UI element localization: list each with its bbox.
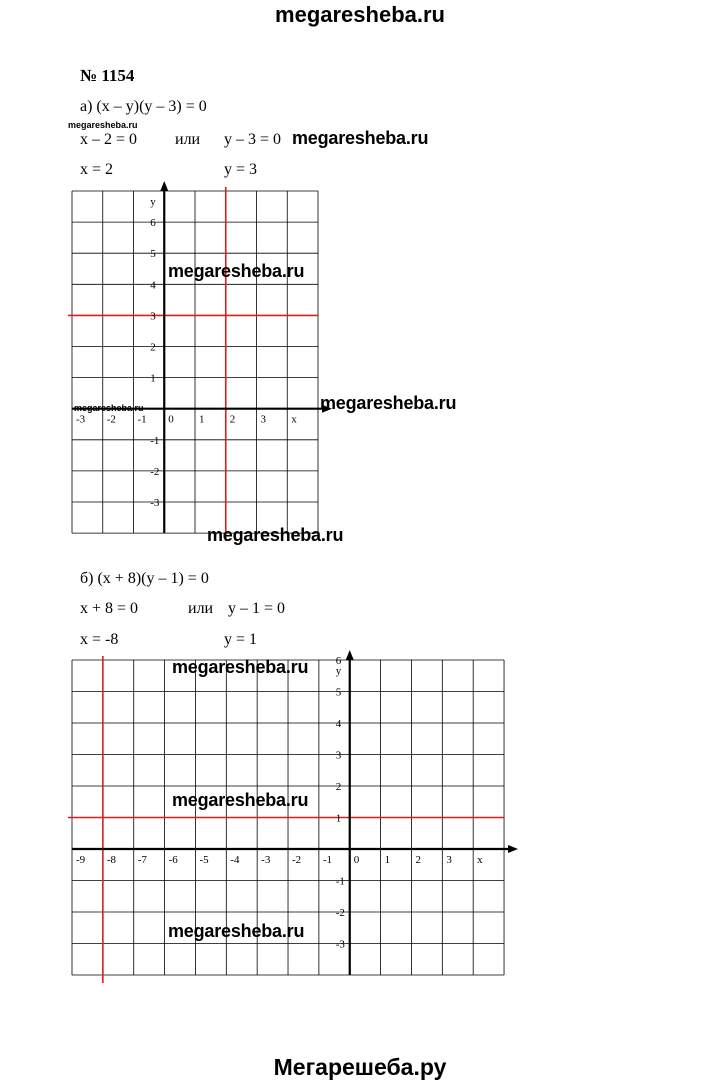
x-tick-label: 3: [446, 854, 452, 866]
part-a-right-equation: y – 3 = 0: [224, 131, 282, 148]
part-a-right-solution: y = 3: [224, 161, 258, 178]
part-b-left-equation: x + 8 = 0: [80, 600, 139, 617]
x-tick-label: -1: [137, 413, 147, 426]
x-tick-label: -7: [137, 854, 147, 866]
y-tick-label: 1: [335, 812, 342, 825]
x-tick-label: 0: [353, 854, 360, 866]
watermark: megaresheba.ru: [172, 657, 309, 677]
y-tick-label: -3: [335, 938, 345, 951]
x-axis-arrow-icon: [508, 845, 518, 853]
watermark: megaresheba.ru: [168, 921, 305, 941]
y-tick-label: 5: [335, 686, 342, 699]
y-tick-label: -1: [335, 875, 345, 888]
y-tick-label: 3: [150, 310, 156, 323]
y-tick-label: 4: [150, 279, 156, 292]
x-tick-label: 2: [229, 413, 236, 426]
site-footer[interactable]: Мегарешеба.ру: [273, 1054, 447, 1080]
part-b-left-solution: x = -8: [80, 631, 119, 648]
part-a-left-solution: x = 2: [80, 161, 114, 178]
x-tick-label: -4: [230, 854, 240, 866]
y-axis-arrow-icon: [346, 650, 354, 660]
x-tick-label: -5: [199, 854, 209, 866]
y-axis-label: y: [150, 196, 156, 208]
watermark: megaresheba.ru: [172, 790, 309, 810]
x-tick-label: -2: [292, 854, 302, 866]
watermark: megaresheba.ru: [168, 261, 305, 281]
site-header[interactable]: megaresheba.ru: [275, 2, 445, 27]
x-axis-label: x: [291, 413, 297, 426]
y-tick-label: 2: [150, 341, 156, 354]
x-tick-label: 1: [199, 413, 205, 426]
watermark: megaresheba.ru: [74, 403, 144, 413]
y-tick-label: -2: [150, 465, 160, 478]
y-tick-label: -1: [150, 434, 160, 447]
watermark: megaresheba.ru: [207, 525, 344, 545]
watermark: megaresheba.ru: [320, 393, 457, 413]
x-tick-label: 3: [260, 413, 266, 426]
x-axis-label: x: [477, 854, 483, 866]
part-a-or-word: или: [175, 131, 201, 148]
part-b-right-equation: y – 1 = 0: [228, 600, 286, 617]
part-b-equation: б) (x + 8)(y – 1) = 0: [80, 570, 209, 587]
y-tick-label: 2: [335, 781, 342, 793]
part-a-equation: а) (x – y)(y – 3) = 0: [80, 98, 207, 115]
y-tick-label: 1: [150, 372, 156, 385]
x-tick-label: -6: [168, 854, 178, 866]
x-tick-label: -8: [106, 854, 117, 866]
x-tick-label: 1: [384, 854, 391, 866]
x-tick-label: -9: [76, 854, 86, 866]
y-axis-label: y: [335, 665, 342, 677]
x-tick-label: 0: [168, 413, 174, 426]
x-tick-label: -3: [76, 413, 86, 426]
x-tick-label: -3: [261, 854, 271, 866]
y-tick-label: -2: [335, 907, 345, 919]
y-tick-label: 4: [335, 718, 342, 730]
y-tick-label: 5: [150, 248, 156, 261]
y-tick-label: 6: [150, 217, 156, 230]
y-tick-label: 3: [335, 749, 342, 762]
part-b-right-solution: y = 1: [224, 631, 258, 648]
x-tick-label: -1: [322, 854, 333, 866]
y-tick-label: -3: [150, 497, 160, 509]
x-tick-label: -2: [106, 413, 116, 426]
watermark: megaresheba.ru: [68, 120, 138, 130]
problem-number: № 1154: [80, 66, 135, 85]
x-tick-label: 2: [415, 854, 421, 866]
part-a-left-equation: x – 2 = 0: [80, 131, 138, 148]
watermark: megaresheba.ru: [292, 128, 429, 148]
part-b-or-word: или: [188, 600, 214, 617]
y-tick-label: 6: [335, 655, 342, 667]
